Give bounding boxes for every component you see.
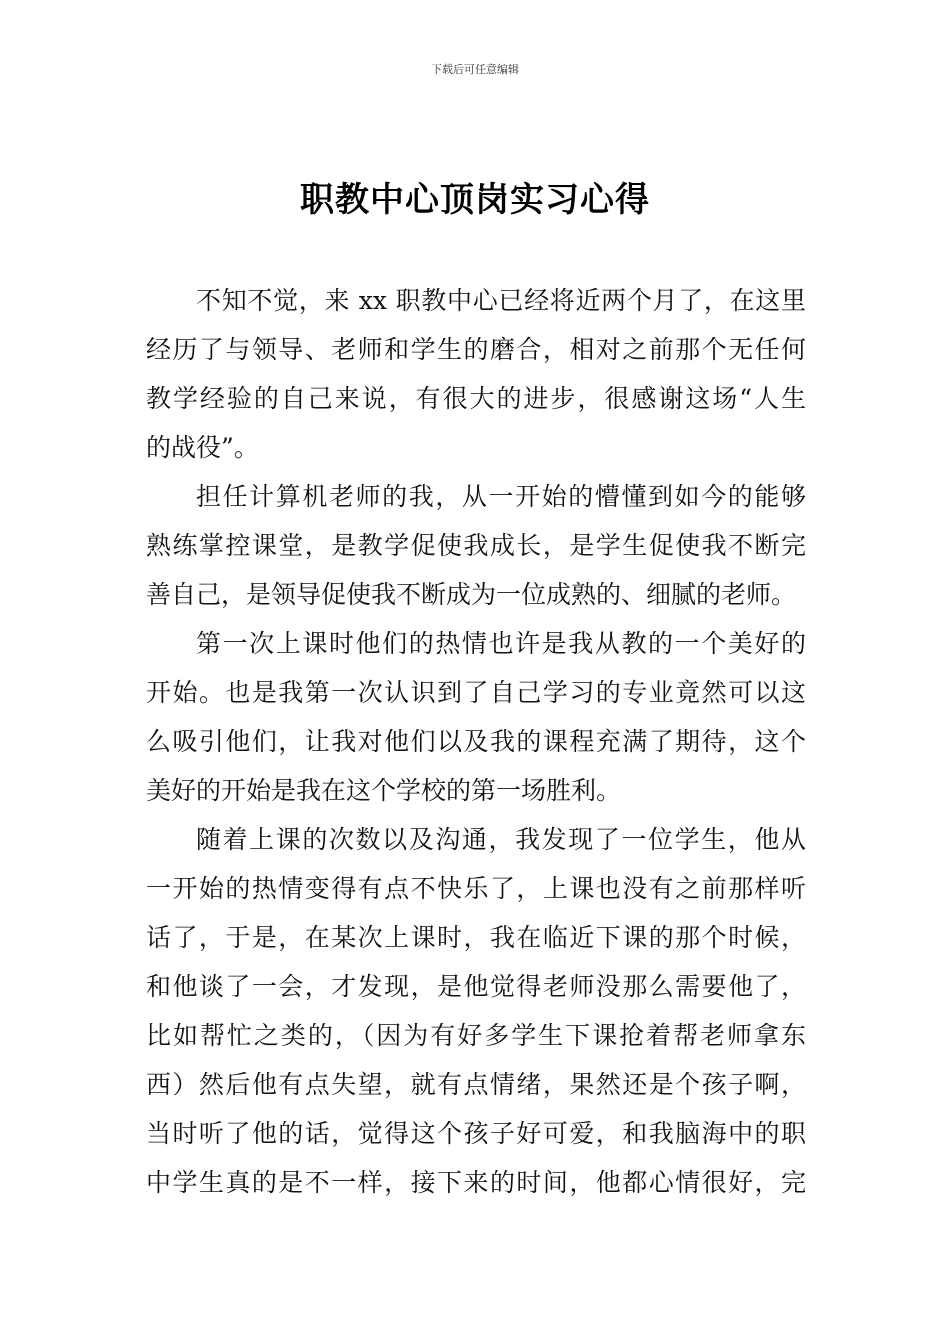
paragraph-2 — [146, 472, 806, 619]
paragraph-line: 话了，于是，在某次上课时，我在临近下课的那个时候， — [146, 923, 806, 952]
paragraph-line: 的战役”。 — [146, 433, 259, 462]
paragraph-line: 么吸引他们，让我对他们以及我的课程充满了期待，这个 — [146, 727, 806, 756]
document-title: 职教中心顶岗实习心得 — [300, 180, 650, 220]
paragraph-line: 当时听了他的话，觉得这个孩子好可爱，和我脑海中的职 — [146, 1119, 806, 1148]
paragraph-line: 经历了与领导、老师和学生的磨合，相对之前那个无任何 — [146, 335, 806, 364]
paragraph-line: 第一次上课时他们的热情也许是我从教的一个美好的 — [196, 629, 806, 658]
document-body — [146, 276, 806, 1207]
paragraph-line: 比如帮忙之类的，（因为有好多学生下课抢着帮老师拿东 — [146, 1021, 806, 1050]
paragraph-4 — [146, 815, 806, 1207]
paragraph-1 — [146, 276, 806, 472]
paragraph-line: 教学经验的自己来说，有很大的进步，很感谢这场“人生 — [146, 384, 806, 413]
paragraph-line: 中学生真的是不一样，接下来的时间，他都心情很好，完 — [146, 1168, 806, 1197]
paragraph-line: 西）然后他有点失望，就有点情绪，果然还是个孩子啊， — [146, 1070, 806, 1099]
paragraph-line: 善自己，是领导促使我不断成为一位成熟的、细腻的老师。 — [146, 580, 797, 609]
paragraph-line: 开始。也是我第一次认识到了自己学习的专业竟然可以这 — [146, 678, 806, 707]
paragraph-3 — [146, 619, 806, 815]
paragraph-line: 担任计算机老师的我，从一开始的懵懂到如今的能够 — [196, 482, 806, 511]
paragraph-line: 一开始的热情变得有点不快乐了，上课也没有之前那样听 — [146, 874, 806, 903]
paragraph-line: 不知不觉，来 xx 职教中心已经将近两个月了，在这里 — [196, 286, 806, 315]
page-header-note: 下载后可任意编辑 — [431, 63, 519, 76]
paragraph-line: 随着上课的次数以及沟通，我发现了一位学生，他从 — [196, 825, 806, 854]
paragraph-line: 美好的开始是我在这个学校的第一场胜利。 — [146, 776, 622, 805]
paragraph-line: 和他谈了一会，才发现，是他觉得老师没那么需要他了， — [146, 972, 806, 1001]
paragraph-line: 熟练掌控课堂，是教学促使我成长，是学生促使我不断完 — [146, 531, 806, 560]
